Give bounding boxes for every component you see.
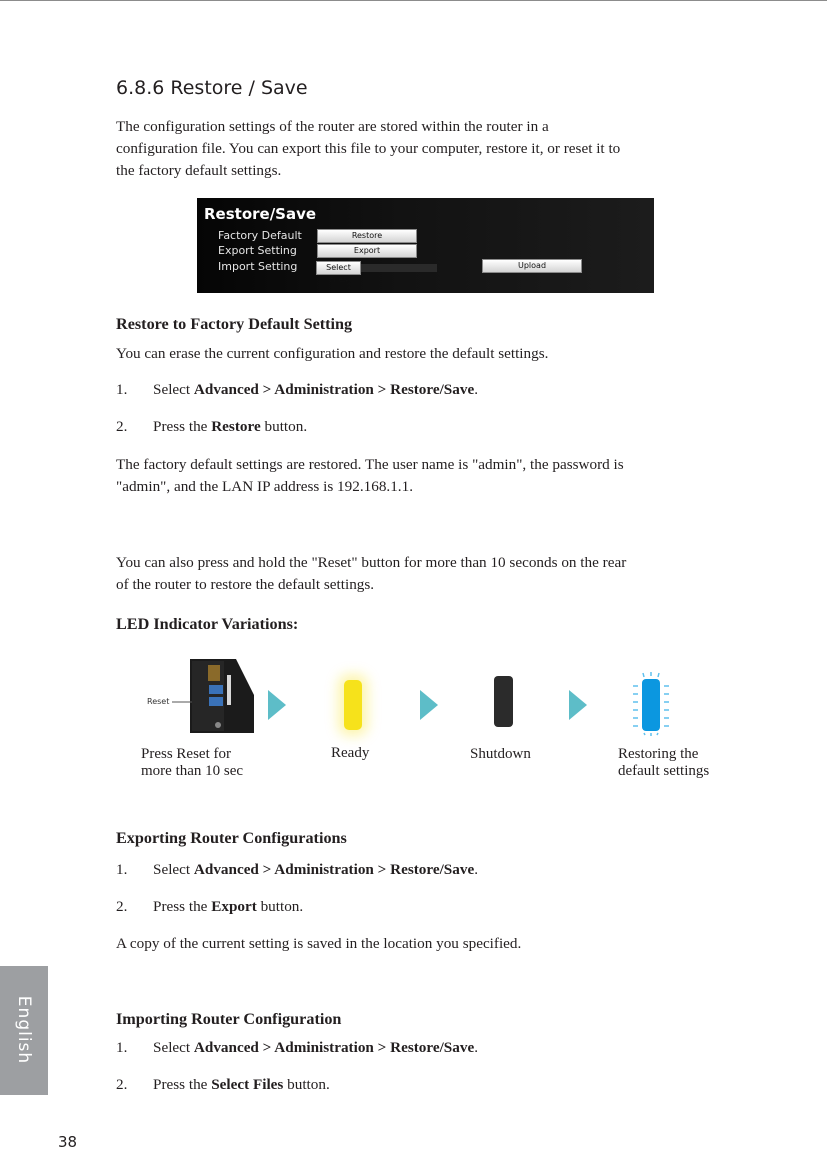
import-step-1 [116, 1039, 478, 1057]
language-label: English [14, 995, 34, 1065]
step-text: Press the [153, 1076, 212, 1093]
result-line-1: The factory default settings are restored. The user name is "admin", the password is [116, 456, 624, 473]
restore-step-1 [116, 381, 478, 399]
step-text: Select [153, 381, 194, 398]
upload-button[interactable]: Upload [482, 259, 582, 273]
step-text: button. [283, 1076, 330, 1093]
arrow-right-icon [420, 690, 438, 720]
export-description: A copy of the current setting is saved in the location you specified. [116, 935, 522, 952]
menu-path: Advanced > Administration > Restore/Save [193, 1039, 475, 1056]
export-step-2 [116, 898, 303, 916]
restore-heading: Restore to Factory Default Setting [116, 315, 353, 333]
import-step-2 [116, 1076, 330, 1094]
top-rule [0, 0, 827, 1]
led-ready-icon [344, 680, 362, 730]
menu-path: Advanced > Administration > Restore/Save [193, 861, 475, 878]
button-name: Restore [211, 418, 261, 435]
language-tab [0, 966, 48, 1095]
button-name: Export [211, 898, 257, 915]
intro-line-3: the factory default settings. [116, 162, 282, 179]
restore-description: You can erase the current configuration and restore the default settings. [116, 345, 549, 362]
step-number: 2. [116, 898, 128, 915]
caption-line-1: Restoring the [618, 746, 699, 762]
caption-line-2: more than 10 sec [141, 763, 244, 779]
page-number: 38 [58, 1133, 78, 1151]
step-number: 2. [116, 418, 128, 435]
caption-line-2: default settings [618, 763, 710, 779]
export-setting-label: Export Setting [218, 244, 297, 257]
export-button[interactable]: Export [317, 244, 417, 258]
export-step-1 [116, 861, 478, 879]
restore-save-panel [197, 198, 654, 293]
step-text: Press the [153, 898, 212, 915]
hold-line-1: You can also press and hold the "Reset" button for more than 10 seconds on the rear [116, 554, 627, 571]
caption-press-reset [141, 746, 243, 780]
intro-line-1: The configuration settings of the router are stored within the router in a [116, 118, 549, 135]
step-number: 1. [116, 861, 128, 878]
caption-restoring [618, 746, 709, 780]
factory-default-label: Factory Default [218, 229, 302, 242]
restore-button[interactable]: Restore [317, 229, 417, 243]
restore-result-paragraph [116, 454, 716, 498]
step-number: 1. [116, 1039, 128, 1056]
led-blinking-icon [630, 672, 670, 736]
hold-line-2: of the router to restore the default settings. [116, 576, 375, 593]
step-number: 2. [116, 1076, 128, 1093]
step-text: button. [260, 418, 308, 435]
select-files-button[interactable]: Select Files [316, 261, 361, 275]
section-title: 6.8.6 Restore / Save [116, 77, 308, 99]
intro-paragraph [116, 116, 716, 182]
import-heading: Importing Router Configuration [116, 1010, 342, 1028]
reset-label: Reset [147, 697, 170, 706]
caption-shutdown: Shutdown [470, 746, 531, 762]
hold-reset-paragraph [116, 552, 716, 596]
arrow-right-icon [569, 690, 587, 720]
import-setting-label: Import Setting [218, 260, 298, 273]
led-shutdown-icon [494, 676, 513, 727]
step-text: Press the [153, 418, 212, 435]
intro-line-2: configuration file. You can export this file to your computer, restore it, or reset it to [116, 140, 621, 157]
caption-ready: Ready [331, 745, 370, 761]
button-name: Select Files [211, 1076, 284, 1093]
arrow-right-icon [268, 690, 286, 720]
panel-title: Restore/Save [204, 205, 317, 223]
result-line-2: "admin", and the LAN IP address is 192.168.1.1. [116, 478, 413, 495]
led-heading: LED Indicator Variations: [116, 615, 299, 633]
step-text: . [474, 381, 478, 398]
step-text: . [474, 1039, 478, 1056]
step-text: . [474, 861, 478, 878]
caption-line-1: Press Reset for [141, 746, 231, 762]
selected-file-field [361, 264, 437, 272]
step-text: button. [256, 898, 304, 915]
step-text: Select [153, 1039, 194, 1056]
menu-path: Advanced > Administration > Restore/Save [193, 381, 475, 398]
step-number: 1. [116, 381, 128, 398]
router-rear-illustration [140, 655, 258, 737]
restore-step-2 [116, 418, 307, 436]
step-text: Select [153, 861, 194, 878]
export-heading: Exporting Router Configurations [116, 829, 347, 847]
